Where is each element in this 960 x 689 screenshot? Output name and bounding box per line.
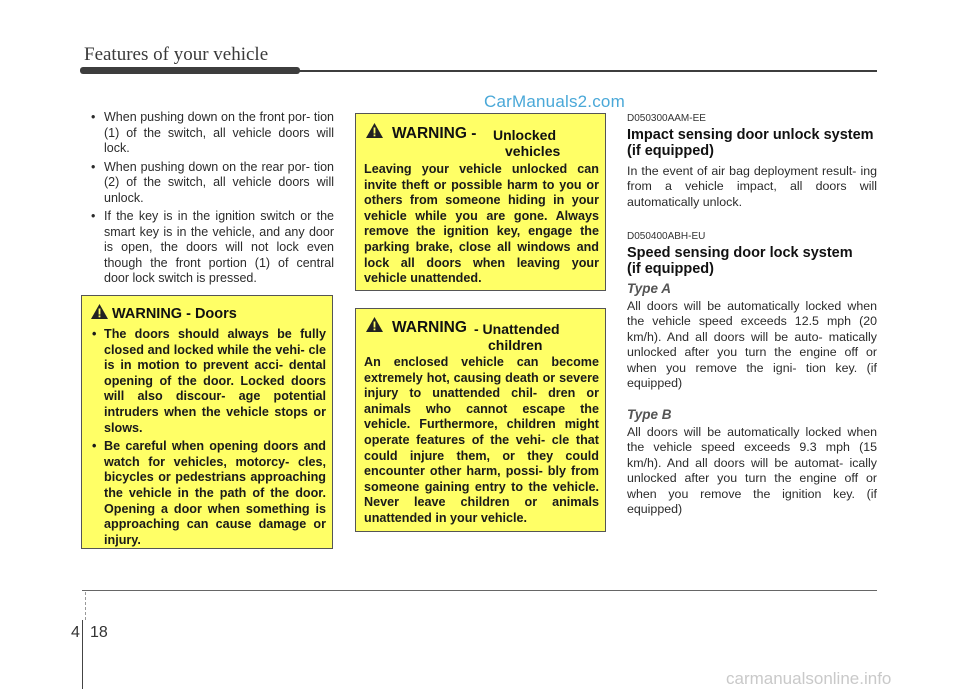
footer-divider — [82, 620, 83, 689]
warning-doors-title: WARNING - Doors — [112, 306, 237, 322]
door-lock-bullet-list — [90, 110, 334, 290]
type-a-paragraph: All doors will be automatically locked when the vehicle speed exceeds 12.5 mph (20 km/h). And all doors will be auto- matically unlocked after you turn the engine off or when you remove the igni- tion key. (if equipped) — [627, 299, 877, 391]
warning-children-text: An enclosed vehicle can become extremely hot, causing death or severe injury to unattended chil- dren or animals who cannot escape the vehicle. Furthermore, children might operate features of the vehi- cle that could injure them, or they could encounter other harm, possi- bly from someone gaining entry to the vehicle. Never leave children or animals unattended in your vehicle. — [364, 355, 599, 525]
warning-children-box — [355, 308, 606, 532]
chapter-number: 4 — [71, 624, 80, 641]
header-rule — [290, 70, 877, 72]
warning-triangle-icon — [366, 317, 383, 332]
page-header-title: Features of your vehicle — [84, 44, 269, 65]
impact-paragraph: In the event of air bag deployment result- ing from a vehicle impact, all doors will automatically unlock. — [627, 164, 877, 209]
list-item: • When pushing down on the rear por- tion (2) of the switch, all vehicle doors will unlock. — [90, 160, 334, 207]
warning-unlocked-subtitle-2: vehicles — [505, 143, 561, 159]
list-item: • The doors should always be fully closed and locked while the vehi- cle is in motion to prevent acci- dental opening of the door. Locked doors will also discour- age potential intruders when the vehicle stops or slows. — [90, 327, 326, 436]
type-a-label: Type A — [627, 281, 672, 296]
section-code: D050400ABH-EU — [627, 231, 706, 242]
section-title — [627, 245, 882, 277]
footer-rule — [82, 590, 877, 591]
section-title-line: Impact sensing door unlock system — [627, 127, 874, 143]
footer-divider — [85, 592, 86, 620]
warning-triangle-icon — [366, 123, 383, 138]
warning-children-subtitle: - Unattended — [474, 321, 560, 337]
list-item: • If the key is in the ignition switch or the smart key is in the vehicle, and any door is open, the doors will not lock even though the front portion (1) of central door lock switch is pressed. — [90, 209, 334, 287]
type-b-paragraph: All doors will be automatically locked when the vehicle speed exceeds 9.3 mph (15 km/h). And all doors will be automat- ically unlocked after you turn the engine off or when you remove the ignition key. (if equipped) — [627, 425, 877, 517]
section-code: D050300AAM-EE — [627, 113, 706, 124]
section-title — [627, 127, 882, 159]
header-bar — [80, 67, 300, 74]
type-b-label: Type B — [627, 407, 672, 422]
site-watermark: carmanualsonline.info — [726, 669, 892, 688]
section-title-line: (if equipped) — [627, 143, 714, 159]
warning-unlocked-box — [355, 113, 606, 291]
watermark-text: CarManuals2.com — [484, 92, 625, 111]
list-item: • Be careful when opening doors and watch for vehicles, motorcy- cles, bicycles or pedestrians approaching the vehicle in the path of the door. Opening a door when something is approaching can cause damage or injury. — [90, 439, 326, 548]
warning-unlocked-title: WARNING - — [392, 125, 477, 142]
warning-doors-box — [81, 295, 333, 549]
page-number: 18 — [90, 624, 108, 641]
section-title-line: Speed sensing door lock system — [627, 245, 853, 261]
warning-doors-list — [90, 327, 326, 548]
warning-unlocked-subtitle: Unlocked — [493, 127, 557, 143]
warning-children-subtitle-2: children — [488, 337, 543, 353]
warning-unlocked-text: Leaving your vehicle unlocked can invite theft or possible harm to you or others from someone hiding in your vehicle while you are gone. Always remove the ignition key, engage the parking brake, close all windows and lock all doors when leaving your vehicle unattended. — [364, 162, 599, 286]
list-item: • When pushing down on the front por- tion (1) of the switch, all vehicle doors will lock. — [90, 110, 334, 157]
section-title-line: (if equipped) — [627, 261, 714, 277]
warning-children-title: WARNING — [392, 319, 467, 336]
warning-triangle-icon — [91, 304, 108, 319]
